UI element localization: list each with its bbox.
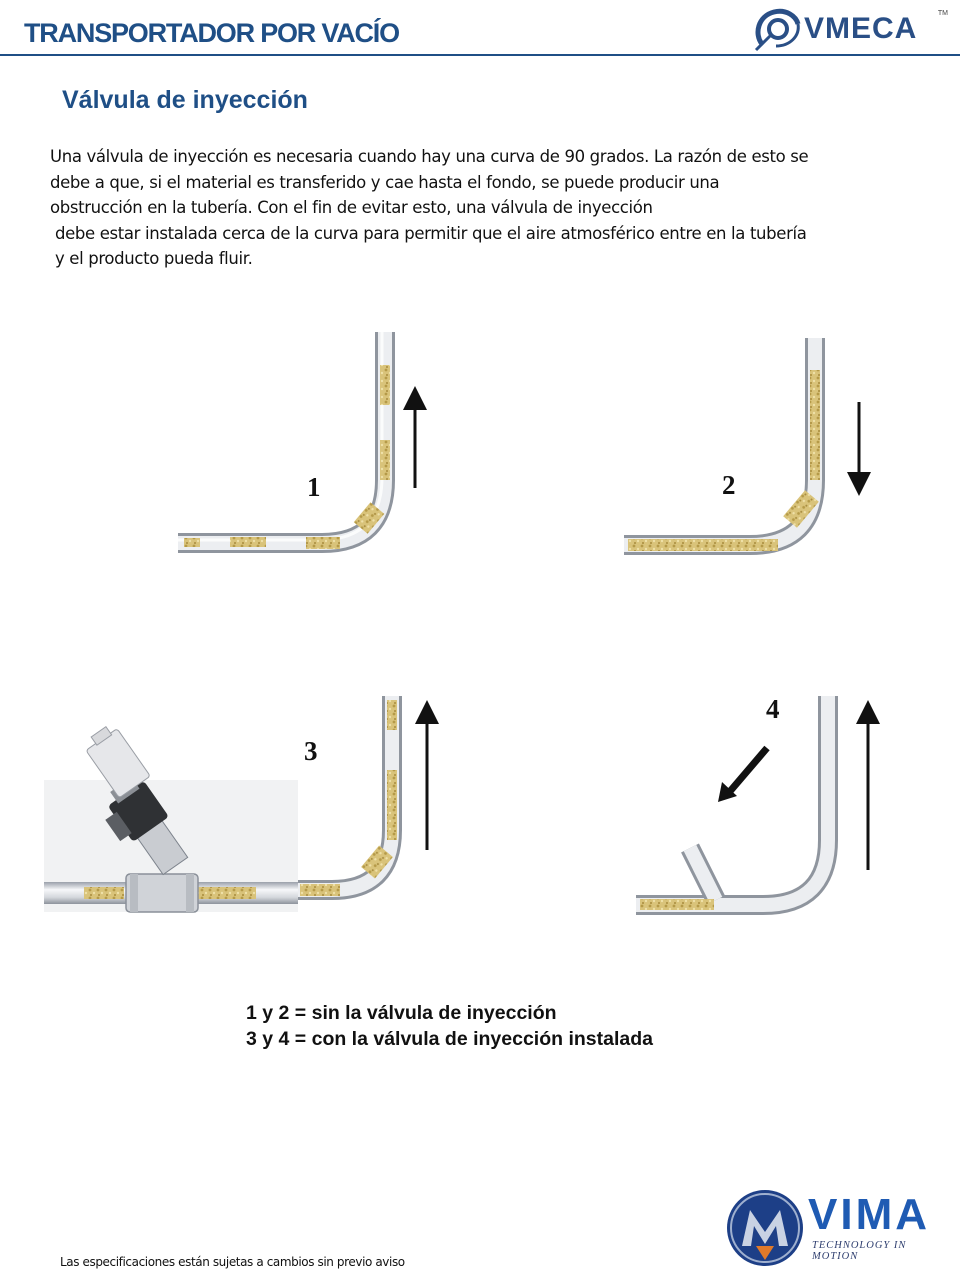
- vima-logo-text: VIMA: [808, 1190, 930, 1239]
- figure-label-3: 3: [304, 736, 318, 766]
- material-clump: [196, 887, 256, 899]
- figure-label-2: 2: [722, 470, 736, 500]
- material-clump: [84, 887, 124, 899]
- pipe-figure-4: [636, 696, 868, 910]
- footer-disclaimer: Las especificaciones están sujetas a cambios sin previo aviso: [60, 1255, 405, 1269]
- air-inlet-arrow-icon: [726, 748, 767, 796]
- vima-logo: [724, 1188, 950, 1268]
- intro-line: debe estar instalada cerca de la curva para permitir que el aire atmosférico entre en la tubería: [55, 223, 807, 243]
- header-title: TRANSPORTADOR POR VACÍO: [24, 18, 399, 48]
- material-column: [810, 370, 820, 480]
- pipe-figure-1: [175, 329, 415, 549]
- material-clump: [387, 770, 397, 840]
- figure-label-4: 4: [766, 694, 780, 724]
- material-clump: [380, 440, 390, 480]
- section-title: Válvula de inyección: [62, 86, 308, 114]
- material-clump: [306, 537, 340, 549]
- vmeca-logo-text: VMECA: [804, 12, 918, 45]
- trademark-mark: TM: [937, 10, 948, 17]
- intro-line: obstrucción en la tubería. Con el fin de evitar esto, una válvula de inyección: [50, 198, 653, 217]
- legend-line: 1 y 2 = sin la válvula de inyección: [246, 1002, 557, 1024]
- material-clump: [230, 537, 266, 547]
- material-clump: [300, 884, 340, 896]
- material-clump: [387, 700, 397, 730]
- figure-legend: [246, 1000, 653, 1052]
- material-clump: [184, 538, 200, 547]
- intro-line: y el producto pueda fluir.: [55, 249, 253, 268]
- intro-line: Una válvula de inyección es necesaria cuando hay una curva de 90 grados. La razón de esto se: [50, 147, 809, 166]
- material-clump: [640, 899, 714, 910]
- vima-emblem-icon: [724, 1188, 806, 1268]
- legend-line: 3 y 4 = con la válvula de inyección instalada: [246, 1028, 653, 1050]
- material-blockage: [628, 539, 778, 551]
- pipe-figure-3: [44, 696, 427, 912]
- material-clump: [380, 365, 390, 405]
- figure-label-1: 1: [307, 472, 321, 502]
- intro-line: debe a que, si el material es transferido y cae hasta el fondo, se puede producir una: [50, 172, 720, 192]
- pipe-figure-2: [624, 338, 859, 551]
- vima-tagline: TECHNOLOGY IN MOTION: [812, 1240, 907, 1262]
